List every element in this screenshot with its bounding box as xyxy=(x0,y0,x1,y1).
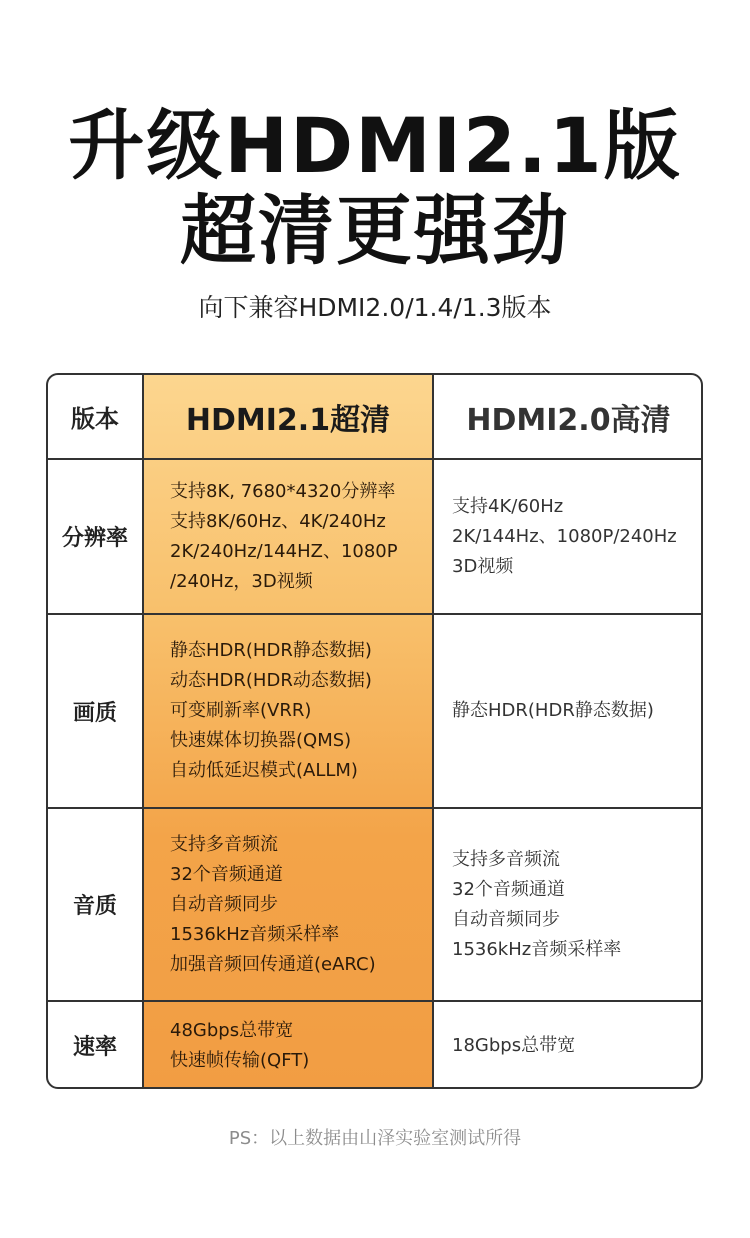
table-cell-line: 快速帧传输(QFT) xyxy=(170,1049,310,1071)
title-line-1: 升级HDMI2.1版 xyxy=(68,101,682,190)
table-cell-line: 静态HDR(HDR静态数据) xyxy=(170,640,372,661)
table-cell-line: 1536kHz音频采样率 xyxy=(170,923,340,945)
resolution-hdmi21-cell xyxy=(170,460,432,613)
table-cell-line: 自动音频同步 xyxy=(170,893,278,915)
table-cell-line: 3D视频 xyxy=(452,555,514,577)
table-cell-line: 静态HDR(HDR静态数据) xyxy=(452,700,654,721)
table-cell-line: 2K/144Hz、1080P/240Hz xyxy=(452,525,677,547)
table-cell-line: 支持4K/60Hz xyxy=(452,495,564,517)
table-cell-line: 18Gbps总带宽 xyxy=(452,1034,576,1056)
table-cell-line: 支持8K/60Hz、4K/240Hz xyxy=(170,510,386,532)
audio-hdmi21-cell xyxy=(170,809,432,1000)
row-label-picture-quality: 画质 xyxy=(72,700,117,726)
table-cell-line: 动态HDR(HDR动态数据) xyxy=(170,670,372,691)
title-line-2: 超清更强劲 xyxy=(180,186,570,275)
comparison-table xyxy=(46,373,703,1089)
picture-hdmi21-cell xyxy=(170,615,432,807)
subtitle: 向下兼容HDMI2.0/1.4/1.3版本 xyxy=(198,293,552,322)
table-cell-line: 可变刷新率(VRR) xyxy=(170,700,312,721)
divider xyxy=(432,375,434,1087)
header-hdmi20: HDMI2.0高清 xyxy=(466,402,671,438)
divider xyxy=(142,375,144,1087)
bandwidth-hdmi20-cell xyxy=(452,1002,702,1089)
table-cell-line: 32个音频通道 xyxy=(170,863,283,885)
row-label-audio-quality: 音质 xyxy=(72,894,117,919)
table-cell-line: 32个音频通道 xyxy=(452,878,565,900)
table-cell-line: 自动音频同步 xyxy=(452,908,560,930)
table-cell-line: 1536kHz音频采样率 xyxy=(452,938,622,960)
table-cell-line: 支持8K, 7680*4320分辨率 xyxy=(170,480,396,502)
bandwidth-hdmi21-cell xyxy=(170,1002,432,1089)
table-cell-line: 快速媒体切换器(QMS) xyxy=(170,730,352,751)
row-label-bandwidth: 速率 xyxy=(72,1035,117,1060)
table-cell-line: 自动低延迟模式(ALLM) xyxy=(170,760,358,781)
table-cell-line: 48Gbps总带宽 xyxy=(170,1019,294,1041)
table-cell-line: /240Hz，3D视频 xyxy=(170,570,313,592)
header-label-version: 版本 xyxy=(71,405,119,433)
picture-hdmi20-cell xyxy=(452,615,702,807)
table-cell-line: 2K/240Hz/144HZ、1080P xyxy=(170,540,398,562)
table-cell-line: 支持多音频流 xyxy=(170,833,278,855)
resolution-hdmi20-cell xyxy=(452,460,702,613)
header-hdmi21: HDMI2.1超清 xyxy=(185,402,391,438)
table-cell-line: 加强音频回传通道(eARC) xyxy=(170,953,376,975)
table-cell-line: 支持多音频流 xyxy=(452,848,560,870)
audio-hdmi20-cell xyxy=(452,809,702,1000)
footnote: PS：以上数据由山泽实验室测试所得 xyxy=(228,1128,522,1149)
row-label-resolution: 分辨率 xyxy=(61,526,128,551)
